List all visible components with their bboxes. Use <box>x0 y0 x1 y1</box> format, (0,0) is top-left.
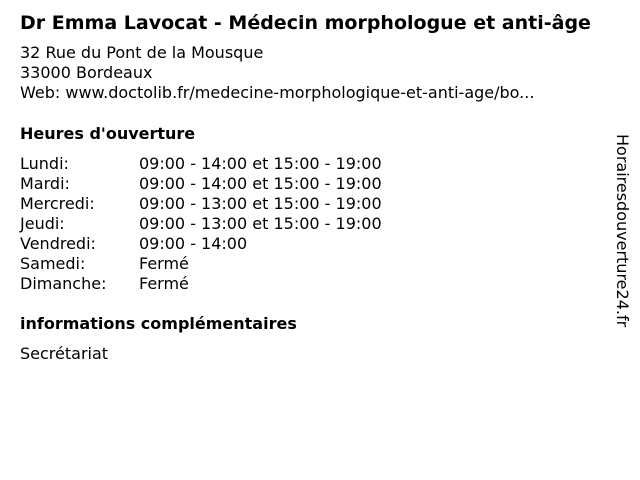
day-label: Mercredi: <box>20 194 95 213</box>
day-label: Samedi: <box>20 254 86 273</box>
day-label: Lundi: <box>20 154 69 173</box>
website-link[interactable]: Web: www.doctolib.fr/medecine-morphologique-et-anti-age/bo... <box>20 83 535 102</box>
day-hours: 09:00 - 13:00 et 15:00 - 19:00 <box>139 194 382 213</box>
day-hours: 09:00 - 14:00 et 15:00 - 19:00 <box>139 154 382 173</box>
day-hours: Fermé <box>139 274 189 293</box>
address-block <box>20 43 534 103</box>
day-hours: 09:00 - 14:00 et 15:00 - 19:00 <box>139 174 382 193</box>
day-label: Dimanche: <box>20 274 107 293</box>
additional-info-heading: informations complémentaires <box>20 314 297 333</box>
additional-info-text: Secrétariat <box>20 344 109 363</box>
day-hours: 09:00 - 13:00 et 15:00 - 19:00 <box>139 214 382 233</box>
address-city: 33000 Bordeaux <box>20 63 153 82</box>
business-title: Dr Emma Lavocat - Médecin morphologue et anti-âge <box>20 12 591 34</box>
day-hours: 09:00 - 14:00 <box>139 234 248 253</box>
address-street: 32 Rue du Pont de la Mousque <box>20 43 264 62</box>
day-label: Mardi: <box>20 174 70 193</box>
day-label: Jeudi: <box>20 214 65 233</box>
day-hours: Fermé <box>139 254 189 273</box>
day-label: Vendredi: <box>20 234 96 253</box>
site-watermark: Horairesdouverture24.fr <box>613 134 632 328</box>
opening-hours-heading: Heures d'ouverture <box>20 124 196 143</box>
